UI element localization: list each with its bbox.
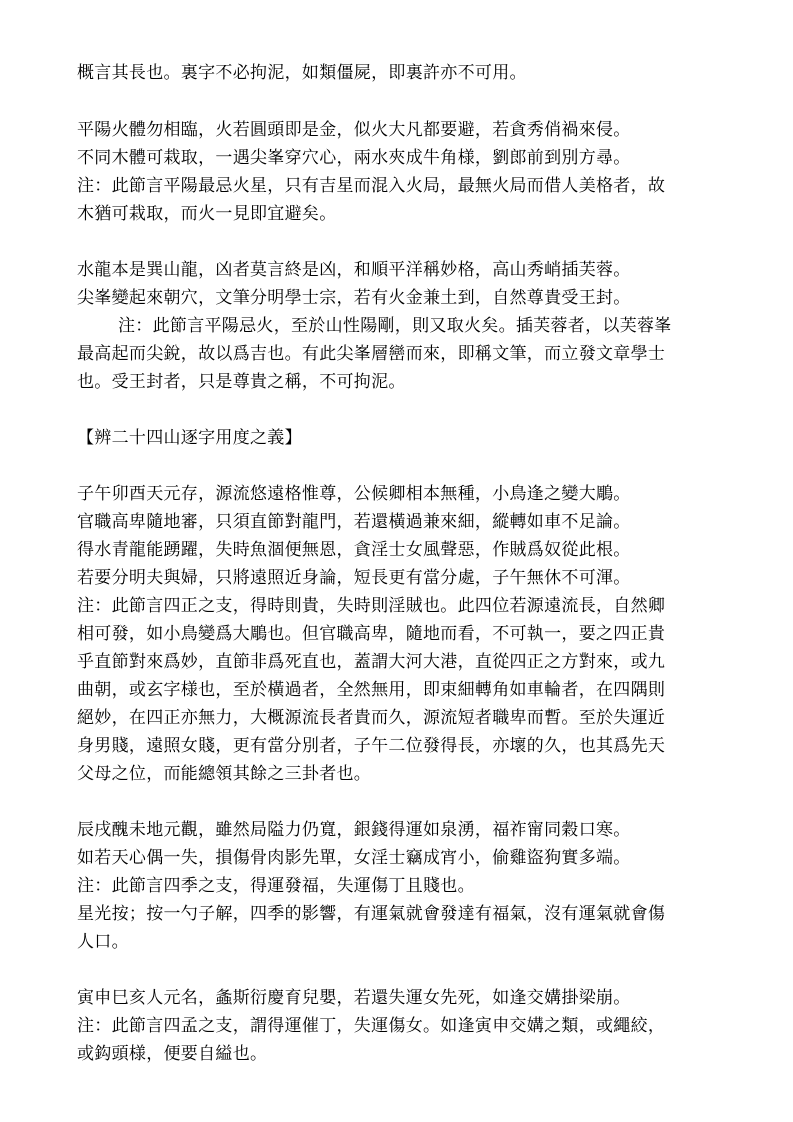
verse-line: 得水青龍能踴躍，失時魚涸便無恩，貪淫士女風聲惡，作賊爲奴從此根。 [77, 540, 631, 560]
commentary-line: 乎直節對來爲妙，直節非爲死直也，蓋謂大河大港，直從四正之方對來，或九 [77, 652, 666, 672]
text-line: 概言其長也。裏字不必拘泥，如類僵屍，即裏許亦不可用。 [77, 63, 527, 83]
commentary-line: 注：此節言四正之支，得時則貴，失時則淫賊也。此四位若源遠流長，自然卿 [77, 596, 666, 616]
verse-line: 平陽火體勿相臨，火若圓頭即是金，似火大凡都要避，若貪秀俏禍來侵。 [77, 120, 631, 140]
commentary-line: 相可發，如小鳥變爲大鵰也。但官職高卑，隨地而看，不可執一，要之四正貴 [77, 624, 666, 644]
commentary-line: 注：此節言四孟之支，謂得運催丁，失運傷女。如逢寅申交媾之類，或繩絞， [77, 1016, 666, 1036]
commentary-line: 或鈎頭様，便要自縊也。 [77, 1044, 268, 1064]
verse-line: 寅申巳亥人元名，螽斯衍慶育兒嬰，若還失運女先死，如逢交媾掛梁崩。 [77, 988, 631, 1008]
commentary-line: 絕妙，在四正亦無力，大概源流長者貴而久，源流短者職卑而暫。至於失運近 [77, 708, 666, 728]
verse-line: 不同木體可栽取，一遇尖峯穿穴心，兩水夾成牛角様，劉郎前到別方尋。 [77, 148, 631, 168]
commentary-line: 注：此節言平陽忌火，至於山性陽剛，則又取火矣。插芙蓉者，以芙蓉峯 [118, 316, 672, 336]
commentary-line: 父母之位，而能總領其餘之三卦者也。 [77, 764, 372, 784]
verse-line: 子午卯酉天元存，源流悠遠格惟尊，公候卿相本無種，小鳥逢之變大鵰。 [77, 484, 631, 504]
commentary-line: 木猶可栽取，而火一見即宜避矣。 [77, 204, 337, 224]
note-line: 星光按；按一勺子解，四季的影響，有運氣就會發達有福氣，沒有運氣就會傷 [77, 904, 666, 924]
commentary-line: 也。受王封者，只是尊貴之稱，不可拘泥。 [77, 372, 406, 392]
commentary-line: 注：此節言四季之支，得運發福，失運傷丁且賤也。 [77, 876, 475, 896]
verse-line: 尖峯變起來朝穴，文筆分明學士宗，若有火金兼土到，自然尊貴受王封。 [77, 288, 631, 308]
commentary-line: 身男賤，遠照女賤，更有當分別者，子午二位發得長，亦壞的久，也其爲先天 [77, 736, 666, 756]
commentary-line: 注：此節言平陽最忌火星，只有吉星而混入火局，最無火局而借人美格者，故 [77, 176, 666, 196]
commentary-line: 曲朝，或玄字様也，至於橫過者，全然無用，即束細轉角如車輪者，在四隅則 [77, 680, 666, 700]
commentary-line: 最高起而尖銳，故以爲吉也。有此尖峯層巒而來，即稱文筆，而立發文章學士 [77, 344, 666, 364]
verse-line: 水龍本是巽山龍，凶者莫言終是凶，和順平洋稱妙格，高山秀峭插芙蓉。 [77, 260, 631, 280]
verse-line: 官職高卑隨地審，只須直節對龍門，若還橫過兼來細，縱轉如車不足論。 [77, 512, 631, 532]
verse-line: 若要分明夫與婦，只將遠照近身論，短長更有當分處，子午無休不可渾。 [77, 568, 631, 588]
section-heading: 【辨二十四山逐字用度之義】 [77, 428, 302, 448]
verse-line: 辰戌醜未地元觀，雖然局隘力仍寬，銀錢得運如泉湧，福祚甯同穀口寒。 [77, 820, 631, 840]
note-line: 人口。 [77, 932, 129, 952]
verse-line: 如若天心偶一失，損傷骨肉影先單，女淫士竊成宵小，偷雞盜狗實多端。 [77, 848, 631, 868]
